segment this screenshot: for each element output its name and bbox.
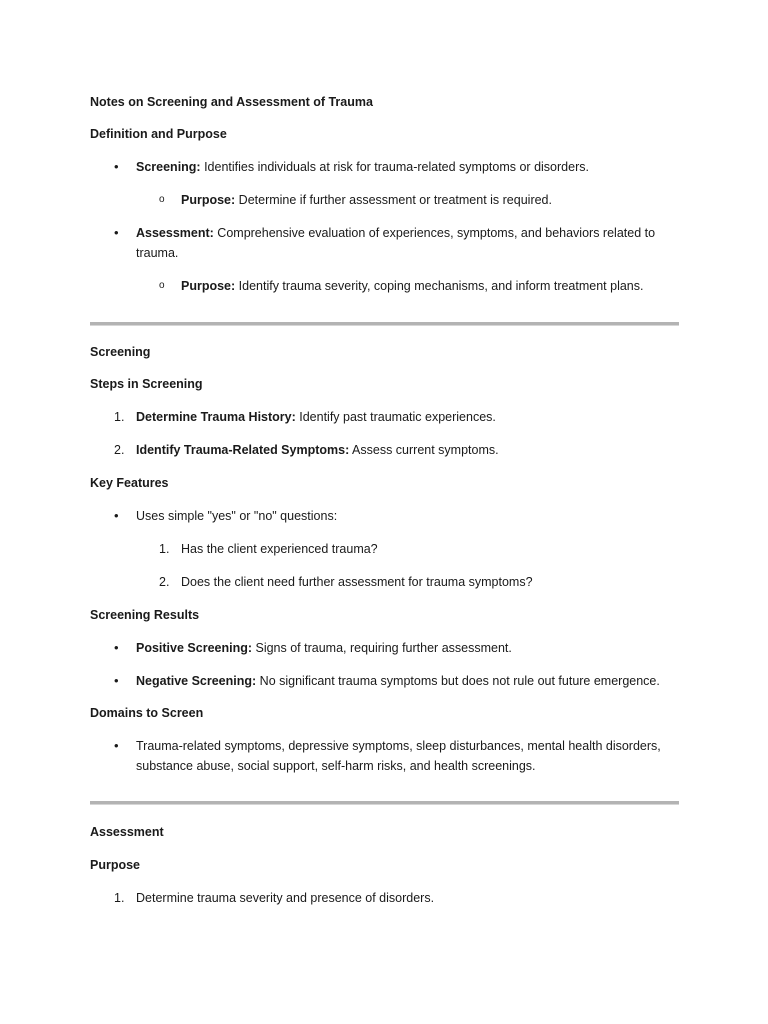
bullet-marker: • — [114, 508, 119, 523]
list-number: 1. — [114, 891, 125, 905]
section-heading-definition: Definition and Purpose — [90, 127, 227, 141]
bullet-marker: • — [114, 159, 119, 174]
section-heading-assessment: Assessment — [90, 825, 164, 839]
list-item-screening-purpose — [181, 190, 680, 210]
subheading-steps: Steps in Screening — [90, 377, 203, 391]
term-label: Positive Screening: — [136, 641, 253, 655]
term-label: Identify Trauma-Related Symptoms: — [136, 443, 350, 457]
section-heading-screening: Screening — [90, 345, 151, 359]
list-item-result — [136, 671, 680, 691]
list-number: 2. — [159, 575, 170, 589]
term-label: Assessment: — [136, 226, 214, 240]
list-item-domains — [136, 736, 680, 776]
list-item-question: Does the client need further assessment for trauma symptoms? — [181, 575, 533, 589]
horizontal-divider — [90, 801, 679, 805]
subheading-key-features: Key Features — [90, 476, 169, 490]
term-text: Signs of trauma, requiring further assessment. — [252, 641, 512, 655]
bullet-marker: • — [114, 673, 119, 688]
term-text: Identify past traumatic experiences. — [295, 410, 496, 424]
circle-marker: o — [159, 280, 165, 291]
term-text: Determine if further assessment or treatment is required. — [235, 193, 552, 207]
list-item-assessment-purpose — [181, 276, 680, 296]
list-item-screening — [136, 157, 680, 177]
term-text-continued: trauma. — [136, 246, 179, 260]
bullet-marker: • — [114, 640, 119, 655]
horizontal-divider — [90, 322, 679, 326]
bullet-marker: • — [114, 738, 119, 753]
term-label: Purpose: — [181, 279, 236, 293]
list-item-step — [136, 440, 680, 460]
term-text: Identifies individuals at risk for trauma-related symptoms or disorders. — [200, 160, 589, 174]
term-text: Identify trauma severity, coping mechanisms, and inform treatment plans. — [235, 279, 644, 293]
list-number: 1. — [114, 410, 125, 424]
term-label: Screening: — [136, 160, 201, 174]
list-item-purpose: Determine trauma severity and presence of disorders. — [136, 891, 435, 905]
subheading-domains: Domains to Screen — [90, 706, 204, 720]
list-number: 2. — [114, 443, 125, 457]
list-item-feature: Uses simple "yes" or "no" questions: — [136, 509, 338, 523]
list-number: 1. — [159, 542, 170, 556]
subheading-results: Screening Results — [90, 608, 200, 622]
document-title: Notes on Screening and Assessment of Trauma — [90, 95, 373, 109]
term-label: Purpose: — [181, 193, 236, 207]
domains-text-continued: substance abuse, social support, self-harm risks, and health screenings. — [136, 759, 536, 773]
list-item-question: Has the client experienced trauma? — [181, 542, 378, 556]
circle-marker: o — [159, 194, 165, 205]
list-item-step — [136, 407, 680, 427]
list-item-result — [136, 638, 680, 658]
list-item-assessment — [136, 223, 680, 263]
domains-text: Trauma-related symptoms, depressive symptoms, sleep disturbances, mental health disorders, — [136, 739, 661, 753]
term-text: Comprehensive evaluation of experiences, symptoms, and behaviors related to — [213, 226, 656, 240]
bullet-marker: • — [114, 225, 119, 240]
subheading-purpose: Purpose — [90, 858, 141, 872]
term-label: Determine Trauma History: — [136, 410, 296, 424]
term-label: Negative Screening: — [136, 674, 257, 688]
term-text: Assess current symptoms. — [349, 443, 499, 457]
term-text: No significant trauma symptoms but does not rule out future emergence. — [256, 674, 660, 688]
